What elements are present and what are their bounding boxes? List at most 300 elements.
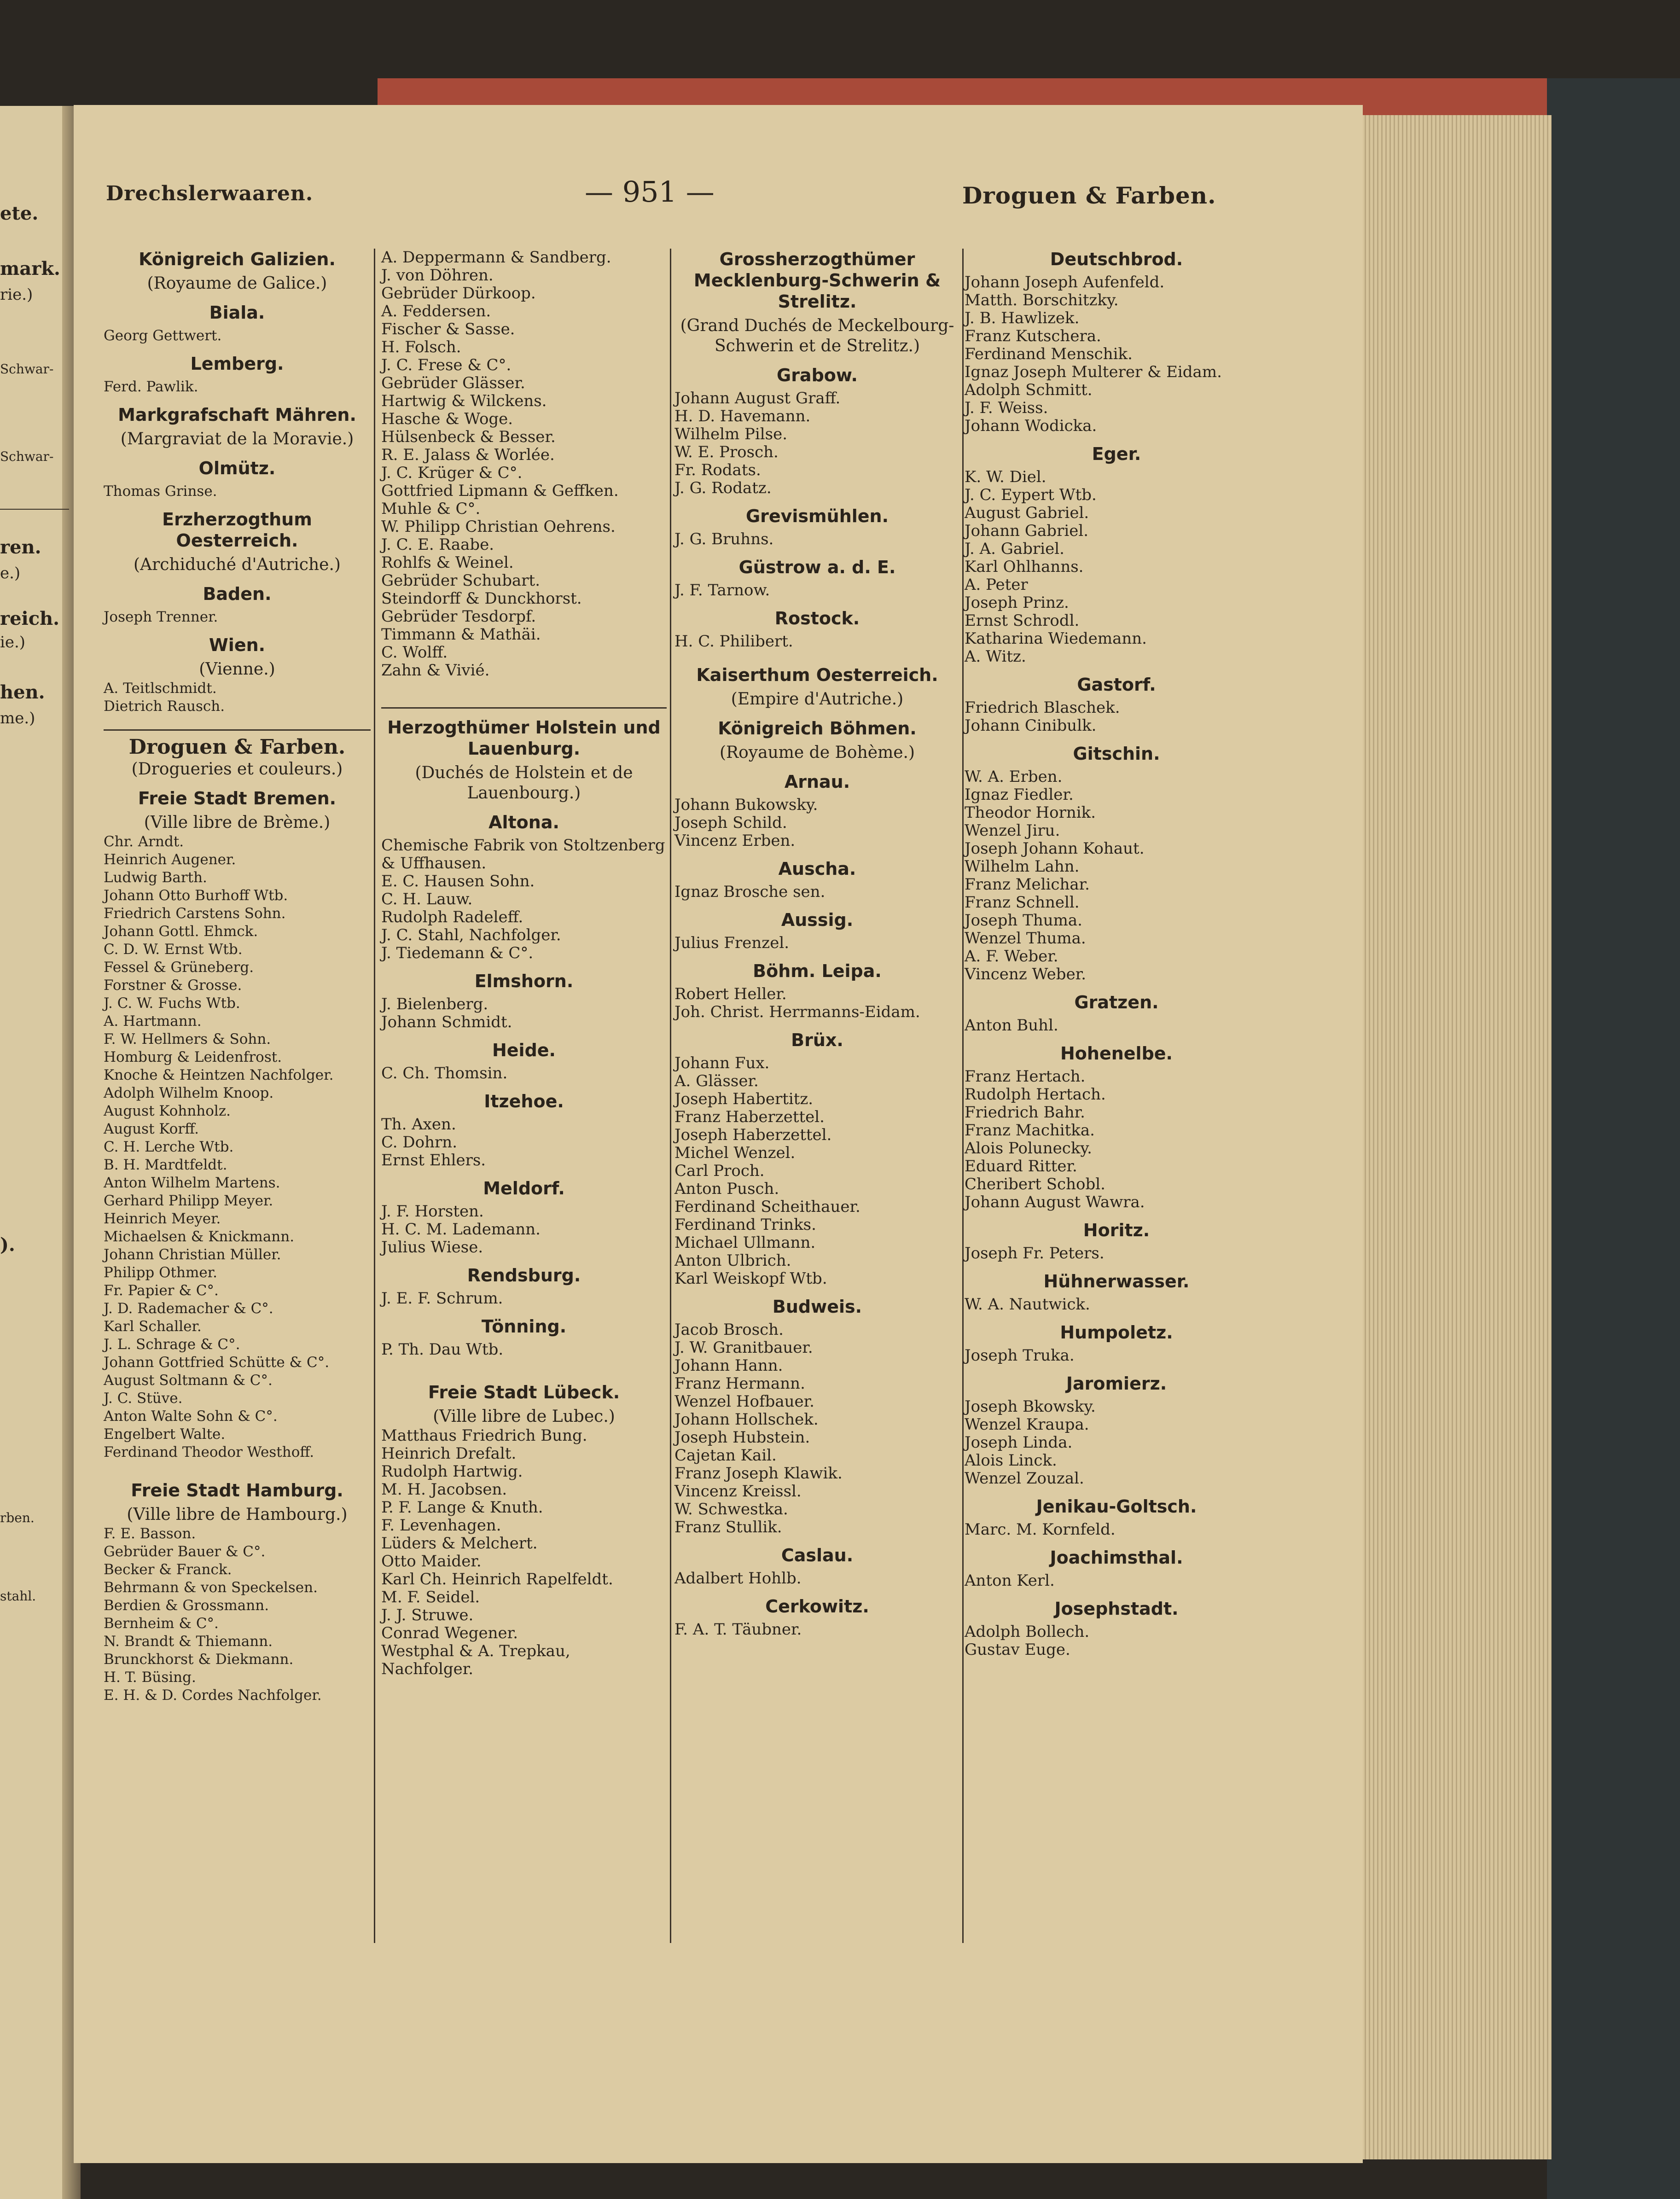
list-item: E. H. & D. Cordes Nachfolger. (104, 1687, 322, 1704)
section-subtitle: (Ville libre de Hambourg.) (127, 1505, 348, 1524)
list-item: Matth. Borschitzky. (965, 291, 1119, 309)
city-heading: Itzehoe. (484, 1091, 564, 1111)
city-heading: Aussig. (781, 910, 854, 930)
list-item: Michaelsen & Knickmann. (104, 1228, 295, 1245)
section-subtitle: (Grand Duchés de Meckelbourg-Schwerin et de Strelitz.) (680, 316, 954, 355)
entry-list (674, 985, 960, 1021)
list-item: Anton Kerl. (965, 1571, 1055, 1590)
list-item: Joseph Fr. Peters. (965, 1244, 1104, 1262)
entry-list (674, 633, 960, 651)
left-fragment: rie.) (0, 285, 33, 304)
list-item: Johann Gottl. Ehmck. (104, 923, 258, 940)
list-item: Ernst Ehlers. (381, 1151, 486, 1169)
entry-list (965, 699, 1268, 735)
left-fragment: stahl. (0, 1588, 36, 1604)
list-item: A. Witz. (965, 647, 1026, 666)
list-item: J. C. Eypert Wtb. (965, 486, 1097, 504)
list-item: Westphal & A. Trepkau, Nachfolger. (381, 1642, 570, 1678)
section-subtitle: (Ville libre de Brème.) (144, 813, 331, 832)
list-item: Cheribert Schobl. (965, 1175, 1105, 1193)
city-heading: Jaromierz. (1066, 1373, 1167, 1394)
list-item: Zahn & Vivié. (381, 661, 490, 680)
list-item: H. D. Havemann. (674, 407, 811, 425)
list-item: Joseph Haberzettel. (674, 1126, 832, 1144)
list-item: Anton Walte Sohn & C°. (104, 1408, 278, 1425)
left-fragment: ). (0, 1234, 15, 1256)
column-rule (374, 249, 375, 1943)
list-item: H. T. Büsing. (104, 1669, 196, 1686)
list-item: C. D. W. Ernst Wtb. (104, 941, 243, 958)
list-item: Johann Gabriel. (965, 522, 1088, 540)
list-item: Johann Schmidt. (381, 1013, 512, 1031)
list-item: Joseph Prinz. (965, 593, 1069, 612)
list-item: Johann Wodicka. (965, 417, 1097, 435)
list-item: Adolph Wilhelm Knoop. (104, 1085, 274, 1101)
list-item: Johann August Graff. (674, 389, 841, 407)
list-item: H. Folsch. (381, 338, 461, 356)
list-item: J. W. Granitbauer. (674, 1338, 813, 1357)
list-item: H. C. Philibert. (674, 632, 793, 651)
list-item: Karl Schaller. (104, 1318, 202, 1335)
city-heading: Humpoletz. (1060, 1322, 1173, 1343)
entry-list (965, 1572, 1268, 1590)
list-item: A. Glässer. (674, 1072, 759, 1090)
entry-list (381, 837, 667, 962)
section-rule (381, 707, 667, 709)
entry-list (104, 1525, 371, 1705)
entry-list (965, 1245, 1268, 1262)
city-heading: Hühnerwasser. (1043, 1271, 1190, 1291)
list-item: Vincenz Erben. (674, 832, 796, 850)
list-item: A. Peter (965, 576, 1028, 594)
section-heading: Kaiserthum Oesterreich. (696, 665, 938, 685)
list-item: Dietrich Rausch. (104, 698, 225, 715)
entry-list (965, 1347, 1268, 1365)
list-item: W. E. Prosch. (674, 443, 779, 461)
list-item: Gebrüder Dürkoop. (381, 284, 536, 303)
list-item: Michel Wenzel. (674, 1144, 796, 1162)
list-item: Joseph Schild. (674, 814, 787, 832)
list-item: Ferdinand Menschik. (965, 345, 1133, 363)
list-item: C. H. Lauw. (381, 890, 473, 908)
list-item: Ignaz Brosche sen. (674, 883, 825, 901)
list-item: Wenzel Jiru. (965, 821, 1060, 840)
list-item: Julius Wiese. (381, 1238, 483, 1257)
list-item: Rohlfs & Weinel. (381, 553, 514, 572)
column-2 (381, 249, 667, 1678)
list-item: Chr. Arndt. (104, 833, 184, 850)
list-item: Rudolph Radeleff. (381, 908, 523, 926)
city-heading: Auscha. (778, 859, 856, 879)
city-heading: Eger. (1092, 444, 1141, 464)
list-item: Heinrich Meyer. (104, 1210, 221, 1227)
list-item: Bernheim & C°. (104, 1615, 219, 1632)
list-item: W. Schwestka. (674, 1500, 788, 1518)
list-item: Theodor Hornik. (965, 803, 1096, 822)
list-item: J. A. Gabriel. (965, 540, 1064, 558)
list-item: Julius Frenzel. (674, 934, 790, 952)
entry-list (381, 1341, 667, 1359)
list-item: Friedrich Carstens Sohn. (104, 905, 286, 922)
list-item: Rudolph Hartwig. (381, 1462, 523, 1481)
list-item: Ferdinand Scheithauer. (674, 1198, 860, 1216)
list-item: Forstner & Grosse. (104, 977, 242, 994)
list-item: Hasche & Woge. (381, 410, 513, 428)
page-edges (1354, 115, 1552, 2159)
city-heading: Meldorf. (483, 1178, 565, 1198)
left-fragment: ete. (0, 203, 39, 224)
list-item: Joseph Truka. (965, 1346, 1075, 1365)
list-item: Jacob Brosch. (674, 1321, 784, 1339)
list-item: August Gabriel. (965, 504, 1089, 522)
list-item: J. C. Stüve. (104, 1390, 183, 1407)
list-item: J. C. W. Fuchs Wtb. (104, 995, 240, 1012)
entry-list (965, 273, 1268, 435)
list-item: Wenzel Zouzal. (965, 1469, 1084, 1488)
entry-list (674, 883, 960, 901)
list-item: Joseph Thuma. (965, 911, 1082, 930)
list-item: Karl Ch. Heinrich Rapelfeldt. (381, 1570, 613, 1588)
list-item: August Kohnholz. (104, 1103, 231, 1119)
list-item: Ferdinand Theodor Westhoff. (104, 1444, 314, 1460)
list-item: Carl Proch. (674, 1162, 765, 1180)
entry-list (674, 796, 960, 850)
list-item: J. L. Schrage & C°. (104, 1336, 240, 1353)
list-item: Knoche & Heintzen Nachfolger. (104, 1067, 334, 1083)
list-item: Hartwig & Wilckens. (381, 392, 547, 410)
entry-list (674, 1054, 960, 1288)
list-item: Ernst Schrodl. (965, 611, 1080, 630)
entry-list (674, 1570, 960, 1588)
list-item: J. C. Stahl, Nachfolger. (381, 926, 561, 944)
list-item: Steindorff & Dunckhorst. (381, 589, 582, 608)
list-item: Franz Schnell. (965, 893, 1080, 912)
page-number: — 951 — (585, 175, 715, 209)
list-item: Friedrich Bahr. (965, 1103, 1085, 1122)
list-item: Ignaz Fiedler. (965, 785, 1074, 804)
city-heading: Güstrow a. d. E. (738, 557, 896, 577)
list-item: Conrad Wegener. (381, 1624, 518, 1642)
list-item: Karl Weiskopf Wtb. (674, 1269, 827, 1288)
list-item: Adalbert Hohlb. (674, 1569, 802, 1588)
city-heading: Gratzen. (1074, 992, 1159, 1012)
section-subtitle: (Ville libre de Lubec.) (433, 1407, 615, 1426)
section-heading: Königreich Böhmen. (718, 718, 917, 739)
city-heading: Budweis. (772, 1297, 862, 1317)
list-item: J. G. Rodatz. (674, 479, 772, 497)
list-item: Johann August Wawra. (965, 1193, 1145, 1211)
list-item: Wilhelm Lahn. (965, 857, 1080, 876)
list-item: Joseph Trenner. (104, 609, 218, 625)
city-heading: Hohenelbe. (1060, 1043, 1173, 1064)
list-item: Anton Buhl. (965, 1016, 1058, 1035)
list-item: Behrmann & von Speckelsen. (104, 1579, 318, 1596)
left-fragment: rben. (0, 1510, 35, 1525)
list-item: Joseph Bkowsky. (965, 1397, 1096, 1416)
left-fragment: ie.) (0, 633, 26, 652)
list-item: Rudolph Hertach. (965, 1085, 1106, 1104)
list-item: J. J. Struwe. (381, 1606, 474, 1624)
list-item: M. F. Seidel. (381, 1588, 480, 1606)
list-item: J. C. Frese & C°. (381, 356, 512, 374)
list-item: Franz Hertach. (965, 1067, 1086, 1086)
city-heading: Baden. (203, 584, 272, 604)
list-item: Johann Hann. (674, 1356, 783, 1375)
city-heading: Cerkowitz. (765, 1596, 869, 1617)
list-item: Johann Fux. (674, 1054, 770, 1072)
column-rule (670, 249, 671, 1943)
list-item: Alois Polunecky. (965, 1139, 1092, 1158)
list-item: Chemische Fabrik von Stoltzenberg & Uffhausen. (381, 836, 665, 873)
list-item: E. C. Hausen Sohn. (381, 872, 535, 890)
left-fragment: hen. (0, 681, 45, 703)
section-rule (104, 729, 371, 731)
list-item: Cajetan Kail. (674, 1446, 777, 1465)
left-page (0, 106, 69, 2199)
list-item: Fr. Papier & C°. (104, 1282, 219, 1299)
list-item: Robert Heller. (674, 985, 787, 1003)
section-heading: Freie Stadt Bremen. (138, 788, 337, 809)
section-subtitle: (Margraviat de la Moravie.) (120, 430, 354, 448)
list-item: Ferdinand Trinks. (674, 1216, 816, 1234)
list-item: Franz Haberzettel. (674, 1108, 825, 1126)
list-item: P. Th. Dau Wtb. (381, 1340, 504, 1359)
left-fragment: Schwar- (0, 449, 54, 464)
list-item: Joh. Christ. Herrmanns-Eidam. (674, 1003, 920, 1021)
city-heading: Josephstadt. (1054, 1599, 1179, 1619)
left-fragment: Schwar- (0, 361, 54, 377)
list-item: Adolph Schmitt. (965, 381, 1093, 399)
list-item: Joseph Johann Kohaut. (965, 839, 1145, 858)
list-item: Fischer & Sasse. (381, 320, 515, 338)
section-heading: Grossherzogthümer Mecklenburg-Schwerin & Strelitz. (693, 249, 941, 312)
list-item: Ferd. Pawlik. (104, 378, 198, 395)
city-heading: Wien. (209, 635, 266, 655)
entry-list (674, 530, 960, 548)
entry-list (674, 1621, 960, 1639)
entry-list (381, 1427, 667, 1678)
city-heading: Joachimsthal. (1050, 1547, 1183, 1568)
section-heading: Erzherzogthum Oesterreich. (162, 509, 312, 551)
list-item: Matthaus Friedrich Bung. (381, 1426, 587, 1445)
list-item: Marc. M. Kornfeld. (965, 1520, 1116, 1539)
list-item: A. Teitlschmidt. (104, 680, 217, 697)
list-item: Wenzel Thuma. (965, 929, 1086, 948)
city-heading: Jenikau-Goltsch. (1036, 1496, 1197, 1517)
list-item: Georg Gettwert. (104, 327, 222, 344)
city-heading: Brüx. (791, 1030, 843, 1050)
entry-list (674, 390, 960, 497)
city-heading: Lemberg. (190, 354, 284, 374)
list-item: Anton Ulbrich. (674, 1251, 791, 1270)
list-item: J. C. Krüger & C°. (381, 464, 523, 482)
city-heading: Tönning. (481, 1316, 567, 1337)
list-item: J. F. Weiss. (965, 399, 1048, 417)
list-item: Joseph Linda. (965, 1433, 1073, 1452)
list-item: J. F. Tarnow. (674, 581, 770, 599)
list-item: J. C. E. Raabe. (381, 535, 494, 554)
list-item: N. Brandt & Thiemann. (104, 1633, 273, 1650)
list-item: Joseph Habertitz. (674, 1090, 814, 1108)
list-item: Johann Otto Burhoff Wtb. (104, 887, 288, 904)
list-item: Johann Joseph Aufenfeld. (965, 273, 1165, 291)
list-item: Franz Kutschera. (965, 327, 1101, 345)
list-item: Gebrüder Glässer. (381, 374, 525, 392)
list-item: C. Wolff. (381, 643, 448, 662)
left-fragment: reich. (0, 608, 60, 629)
list-item: Timmann & Mathäi. (381, 625, 541, 644)
city-heading: Olmütz. (198, 458, 276, 478)
city-heading: Böhm. Leipa. (753, 961, 882, 981)
entry-list (381, 1116, 667, 1169)
list-item: Heinrich Drefalt. (381, 1444, 517, 1463)
list-item: W. A. Erben. (965, 768, 1063, 786)
list-item: Thomas Grinse. (104, 483, 217, 500)
city-heading: Gitschin. (1073, 744, 1160, 764)
section-heading: Freie Stadt Lübeck. (428, 1382, 620, 1402)
list-item: Brunckhorst & Diekmann. (104, 1651, 294, 1668)
list-item: Johann Hollschek. (674, 1410, 819, 1429)
city-heading: Caslau. (781, 1545, 854, 1565)
list-item: Wenzel Hofbauer. (674, 1392, 814, 1411)
list-item: Adolph Bollech. (965, 1623, 1090, 1641)
column-3 (674, 249, 960, 1639)
list-item: Otto Maider. (381, 1552, 482, 1571)
city-heading: Rostock. (774, 608, 860, 628)
list-item: B. H. Mardtfeldt. (104, 1157, 227, 1173)
entry-list (381, 1290, 667, 1308)
list-item: Berdien & Grossmann. (104, 1597, 269, 1614)
list-item: Johann Gottfried Schütte & C°. (104, 1354, 330, 1371)
list-item: A. Hartmann. (104, 1013, 202, 1030)
running-head-right: Droguen & Farben. (962, 182, 1216, 209)
list-item: Fr. Rodats. (674, 461, 761, 479)
list-item: A. F. Weber. (965, 947, 1058, 966)
list-item: Friedrich Blaschek. (965, 698, 1120, 717)
list-item: Becker & Franck. (104, 1561, 232, 1578)
list-item: Gebrüder Schubart. (381, 571, 541, 590)
list-item: M. H. Jacobsen. (381, 1480, 507, 1499)
list-item: J. von Döhren. (381, 266, 494, 285)
city-heading: Deutschbrod. (1050, 249, 1183, 269)
list-item: Ludwig Barth. (104, 869, 207, 886)
list-item: K. W. Diel. (965, 468, 1046, 486)
list-item: R. E. Jalass & Worlée. (381, 446, 555, 464)
list-item: Franz Hermann. (674, 1374, 805, 1393)
entry-list (381, 1065, 667, 1082)
list-item: Engelbert Walte. (104, 1426, 226, 1443)
list-item: A. Feddersen. (381, 302, 491, 320)
list-item: J. G. Bruhns. (674, 530, 774, 548)
list-item: Anton Wilhelm Martens. (104, 1175, 280, 1191)
city-heading: Arnau. (784, 772, 850, 792)
column-rule (962, 249, 964, 1943)
city-heading: Elmshorn. (474, 971, 574, 991)
left-fragment: e.) (0, 564, 21, 582)
entry-list (965, 1623, 1268, 1659)
list-item: Gerhard Philipp Meyer. (104, 1193, 273, 1209)
entry-list (965, 1296, 1268, 1314)
list-item: F. E. Basson. (104, 1525, 196, 1542)
running-head-left: Drechslerwaaren. (106, 182, 314, 205)
column-4 (965, 249, 1268, 1659)
list-item: Th. Axen. (381, 1115, 456, 1134)
entry-list (965, 468, 1268, 666)
list-item: Gustav Euge. (965, 1641, 1070, 1659)
entry-list (965, 768, 1268, 983)
list-item: P. F. Lange & Knuth. (381, 1498, 543, 1517)
city-heading: Grevismühlen. (745, 506, 889, 526)
section-subtitle: (Royaume de Bohème.) (719, 743, 915, 762)
column-1 (104, 249, 371, 1705)
section-heading: Königreich Galizien. (139, 249, 336, 269)
city-heading: Grabow. (777, 365, 858, 385)
list-item: J. F. Horsten. (381, 1202, 484, 1221)
city-heading: Rendsburg. (467, 1265, 581, 1286)
list-item: Gebrüder Tesdorpf. (381, 607, 536, 626)
list-item: Johann Bukowsky. (674, 796, 818, 814)
list-item: August Korff. (104, 1121, 199, 1137)
list-item: Wenzel Kraupa. (965, 1415, 1089, 1434)
entry-list (965, 1068, 1268, 1211)
list-item: Alois Linck. (965, 1451, 1057, 1470)
list-item: C. H. Lerche Wtb. (104, 1139, 234, 1155)
entry-list (965, 1521, 1268, 1539)
list-item: Philipp Othmer. (104, 1264, 217, 1281)
entry-list (381, 1203, 667, 1257)
city-heading: Biala. (209, 303, 265, 323)
list-item: J. Tiedemann & C°. (381, 944, 534, 962)
list-item: F. A. T. Täubner. (674, 1620, 802, 1639)
list-item: J. Bielenberg. (381, 995, 488, 1013)
list-item: Heinrich Augener. (104, 851, 236, 868)
section-heading: Markgrafschaft Mähren. (118, 405, 356, 425)
city-heading: Heide. (492, 1040, 556, 1060)
category-title: Droguen & Farben. (128, 735, 346, 759)
city-heading: Altona. (488, 812, 559, 832)
list-item: Ignaz Joseph Multerer & Eidam. (965, 363, 1222, 381)
section-heading: Freie Stadt Hamburg. (131, 1480, 343, 1501)
left-fragment: ren. (0, 536, 41, 558)
section-subtitle: (Vienne.) (199, 660, 275, 679)
list-item: Karl Ohlhanns. (965, 558, 1084, 576)
list-item: Anton Pusch. (674, 1180, 779, 1198)
list-item: J. E. F. Schrum. (381, 1289, 503, 1308)
entry-list (965, 1017, 1268, 1035)
list-item: W. Philipp Christian Oehrens. (381, 518, 616, 536)
list-item: Fessel & Grüneberg. (104, 959, 254, 976)
list-item: Gebrüder Bauer & C°. (104, 1543, 266, 1560)
list-item: Lüders & Melchert. (381, 1534, 538, 1553)
city-heading: Horitz. (1083, 1220, 1150, 1240)
city-heading: Gastorf. (1077, 675, 1156, 695)
list-item: H. C. M. Lademann. (381, 1220, 541, 1239)
list-item: Vincenz Kreissl. (674, 1482, 802, 1501)
entry-list (104, 833, 371, 1461)
list-item: J. B. Hawlizek. (965, 309, 1080, 327)
list-item: J. D. Rademacher & C°. (104, 1300, 273, 1317)
entry-list (381, 995, 667, 1031)
list-item: C. Dohrn. (381, 1133, 458, 1152)
list-item: Muhle & C°. (381, 500, 481, 518)
section-subtitle: (Duchés de Holstein et de Lauenbourg.) (415, 763, 633, 803)
list-item: Gottfried Lipmann & Geffken. (381, 482, 619, 500)
list-item: Homburg & Leidenfrost. (104, 1049, 282, 1065)
book-cover-dark (1547, 78, 1680, 2199)
category-subtitle: (Drogueries et couleurs.) (131, 760, 343, 779)
list-item: Hülsenbeck & Besser. (381, 428, 556, 446)
list-item: Johann Christian Müller. (104, 1246, 281, 1263)
